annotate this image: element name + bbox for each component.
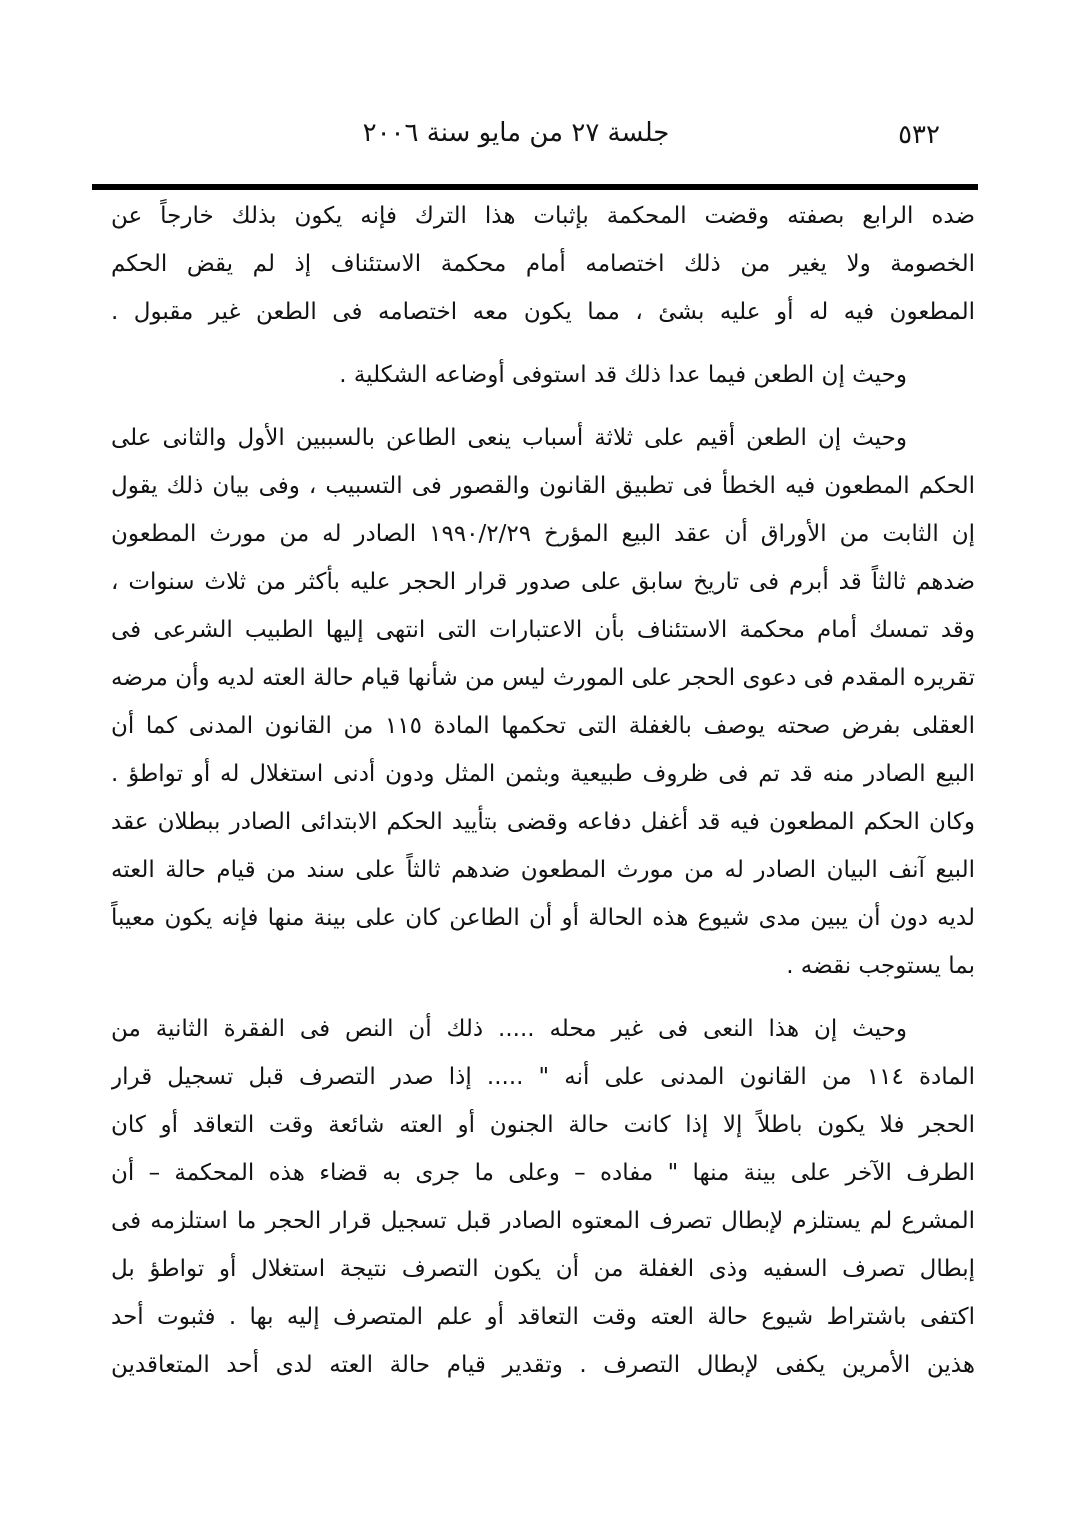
text-line: وكان الحكم المطعون فيه قد أغفل دفاعه وقضى بتأييد الحكم الابتدائى الصادر ببطلان عقد [111,809,975,835]
paragraph [111,192,975,336]
judgment-text [111,192,975,1389]
text-line: إن الثابت من الأوراق أن عقد البيع المؤرخ ١٩٩٠/٢/٢٩ الصادر له من مورث المطعون [111,521,975,547]
text-line: الحكم المطعون فيه الخطأ فى تطبيق القانون والقصور فى التسبيب ، وفى بيان ذلك يقول [111,473,975,499]
text-line: بما يستوجب نقضه . [786,953,975,979]
text-line: المطعون فيه له أو عليه بشئ ، مما يكون معه اختصامه فى الطعن غير مقبول . [111,299,975,325]
text-line: الحجر فلا يكون باطلاً إلا إذا كانت حالة الجنون أو العته شائعة وقت التعاقد أو كان [111,1112,975,1138]
text-line: وقد تمسك أمام محكمة الاستئناف بأن الاعتبارات التى انتهى إليها الطبيب الشرعى فى [111,617,975,643]
paragraph [111,1005,975,1389]
text-line: العقلى بفرض صحته يوصف بالغفلة التى تحكمها المادة ١١٥ من القانون المدنى كما أن [111,713,975,739]
paragraph [111,414,975,990]
text-line: اكتفى باشتراط شيوع حالة العته وقت التعاقد أو علم المتصرف إليه بها . فثبوت أحد [111,1304,975,1330]
header-divider [92,184,978,190]
paragraph [111,351,975,399]
page-header [0,118,1086,162]
text-line: البيع الصادر منه قد تم فى ظروف طبيعية وبثمن المثل ودون أدنى استغلال له أو تواطؤ . [111,761,975,787]
text-line: وحيث إن هذا النعى فى غير محله ..... ذلك أن النص فى الفقرة الثانية من [111,1016,907,1042]
text-line: الخصومة ولا يغير من ذلك اختصامه أمام محكمة الاستئناف إذ لم يقض الحكم [111,251,975,277]
text-line: إبطال تصرف السفيه وذى الغفلة من أن يكون التصرف نتيجة استغلال أو تواطؤ بل [111,1256,975,1282]
text-line: المادة ١١٤ من القانون المدنى على أنه " ..... إذا صدر التصرف قبل تسجيل قرار [111,1064,975,1090]
page-number: ٥٣٢ [898,120,940,150]
text-line: ضدهم ثالثاً قد أبرم فى تاريخ سابق على صدور قرار الحجر عليه بأكثر من ثلاث سنوات ، [111,569,975,595]
text-line: تقريره المقدم فى دعوى الحجر على المورث ليس من شأنها قيام حالة العته لديه وأن مرضه [111,665,975,691]
text-line: المشرع لم يستلزم لإبطال تصرف المعتوه الصادر قبل تسجيل قرار الحجر ما استلزمه فى [111,1208,975,1234]
text-line: وحيث إن الطعن أقيم على ثلاثة أسباب ينعى الطاعن بالسببين الأول والثانى على [111,425,907,451]
text-line: وحيث إن الطعن فيما عدا ذلك قد استوفى أوضاعه الشكلية . [339,362,907,388]
text-line: هذين الأمرين يكفى لإبطال التصرف . وتقدير قيام حالة العته لدى أحد المتعاقدين [111,1352,975,1378]
text-line: البيع آنف البيان الصادر له من مورث المطعون ضدهم ثالثاً على سند من قيام حالة العته [111,857,975,883]
session-title: جلسة ٢٧ من مايو سنة ٢٠٠٦ [362,118,670,148]
text-line: ضده الرابع بصفته وقضت المحكمة بإثبات هذا الترك فإنه يكون بذلك خارجاً عن [111,203,975,229]
text-line: لديه دون أن يبين مدى شيوع هذه الحالة أو أن الطاعن كان على بينة منها فإنه يكون معيباً [111,905,975,931]
text-line: الطرف الآخر على بينة منها " مفاده – وعلى ما جرى به قضاء هذه المحكمة – أن [111,1160,975,1186]
